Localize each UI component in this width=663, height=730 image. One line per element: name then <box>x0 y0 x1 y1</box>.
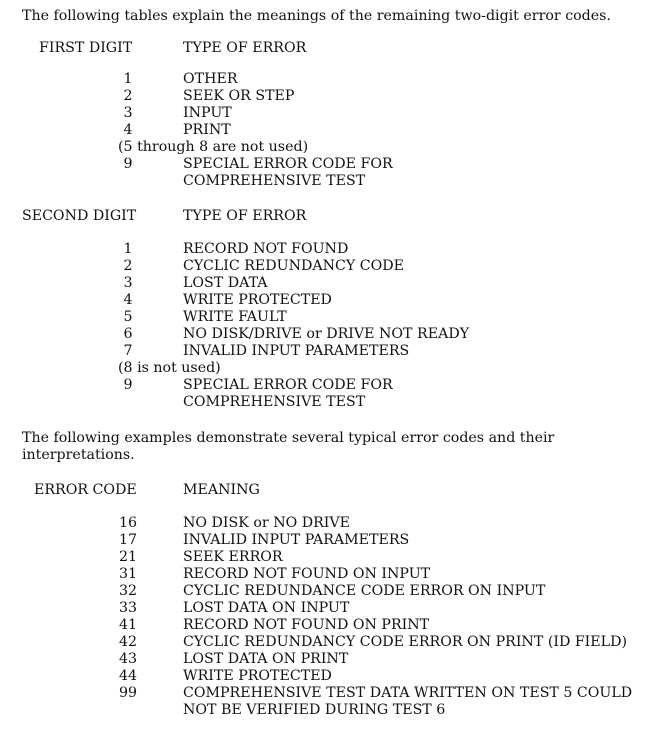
table-note-row <box>0 139 663 156</box>
type-cell: PRINT <box>183 122 231 138</box>
meaning-cell: NOT BE VERIFIED DURING TEST 6 <box>183 702 446 718</box>
unused-note: (5 through 8 are not used) <box>118 139 309 155</box>
code-cell: 16 <box>118 515 138 531</box>
meaning-header: MEANING <box>183 482 260 498</box>
type-cell: RECORD NOT FOUND <box>183 241 349 257</box>
code-cell: 17 <box>118 532 138 548</box>
unused-note: (8 is not used) <box>118 360 221 376</box>
table-row <box>0 326 663 343</box>
table-row-continuation <box>0 173 663 190</box>
table-row <box>0 377 663 394</box>
type-cell: WRITE PROTECTED <box>183 292 332 308</box>
type-cell: INPUT <box>183 105 232 121</box>
meaning-cell: RECORD NOT FOUND ON PRINT <box>183 617 430 633</box>
type-cell: INVALID INPUT PARAMETERS <box>183 343 410 359</box>
type-cell: OTHER <box>183 71 238 87</box>
code-cell: 2 <box>123 258 133 274</box>
table-row-continuation <box>0 394 663 411</box>
type-cell: SPECIAL ERROR CODE FOR <box>183 377 393 393</box>
meaning-cell: CYCLIC REDUNDANCY CODE ERROR ON PRINT (ID FIELD) <box>183 634 627 650</box>
table-row <box>0 71 663 88</box>
code-cell: 6 <box>123 326 133 342</box>
type-cell: NO DISK/DRIVE or DRIVE NOT READY <box>183 326 470 342</box>
code-cell: 5 <box>123 309 133 325</box>
table-row <box>0 668 663 685</box>
type-cell: COMPREHENSIVE TEST <box>183 394 366 410</box>
meaning-cell: RECORD NOT FOUND ON INPUT <box>183 566 431 582</box>
table-row <box>0 651 663 668</box>
type-cell: COMPREHENSIVE TEST <box>183 173 366 189</box>
examples-paragraph-line-2: interpretations. <box>22 447 135 463</box>
code-cell: 7 <box>123 343 133 359</box>
meaning-cell: COMPREHENSIVE TEST DATA WRITTEN ON TEST 5 COULD <box>183 685 633 701</box>
type-cell: WRITE FAULT <box>183 309 287 325</box>
code-cell: 1 <box>123 71 133 87</box>
type-cell: CYCLIC REDUNDANCY CODE <box>183 258 404 274</box>
table-row <box>0 515 663 532</box>
code-cell: 1 <box>123 241 133 257</box>
meaning-cell: WRITE PROTECTED <box>183 668 332 684</box>
meaning-cell: NO DISK or NO DRIVE <box>183 515 351 531</box>
table-row <box>0 634 663 651</box>
table-row <box>0 122 663 139</box>
meaning-cell: SEEK ERROR <box>183 549 283 565</box>
meaning-cell: INVALID INPUT PARAMETERS <box>183 532 410 548</box>
intro-paragraph: The following tables explain the meanings of the remaining two-digit error codes. <box>22 8 611 24</box>
code-cell: 41 <box>118 617 138 633</box>
table-row <box>0 583 663 600</box>
table-row <box>0 566 663 583</box>
code-cell: 44 <box>118 668 138 684</box>
table-row <box>0 685 663 702</box>
first-type-header: TYPE OF ERROR <box>183 40 307 56</box>
table-row <box>0 258 663 275</box>
code-cell: 3 <box>123 105 133 121</box>
table-row <box>0 292 663 309</box>
table-row-continuation <box>0 702 663 719</box>
code-cell: 99 <box>118 685 138 701</box>
code-cell: 32 <box>118 583 138 599</box>
table-row <box>0 241 663 258</box>
table-row <box>0 549 663 566</box>
table-row <box>0 156 663 173</box>
table-row <box>0 275 663 292</box>
table-row <box>0 600 663 617</box>
type-cell: SPECIAL ERROR CODE FOR <box>183 156 393 172</box>
error-code-header: ERROR CODE <box>34 482 137 498</box>
code-cell: 9 <box>123 377 133 393</box>
second-digit-header: SECOND DIGIT <box>22 208 137 224</box>
code-cell: 33 <box>118 600 138 616</box>
meaning-cell: CYCLIC REDUNDANCE CODE ERROR ON INPUT <box>183 583 546 599</box>
table-row <box>0 532 663 549</box>
table-note-row <box>0 360 663 377</box>
type-cell: LOST DATA <box>183 275 268 291</box>
second-type-header: TYPE OF ERROR <box>183 208 307 224</box>
code-cell: 4 <box>123 292 133 308</box>
table-row <box>0 88 663 105</box>
meaning-cell: LOST DATA ON INPUT <box>183 600 350 616</box>
table-row <box>0 105 663 122</box>
code-cell: 2 <box>123 88 133 104</box>
table-row <box>0 343 663 360</box>
code-cell: 43 <box>118 651 138 667</box>
table-row <box>0 617 663 634</box>
code-cell: 3 <box>123 275 133 291</box>
first-digit-header: FIRST DIGIT <box>39 40 133 56</box>
code-cell: 4 <box>123 122 133 138</box>
code-cell: 31 <box>118 566 138 582</box>
code-cell: 42 <box>118 634 138 650</box>
code-cell: 21 <box>118 549 138 565</box>
meaning-cell: LOST DATA ON PRINT <box>183 651 349 667</box>
table-row <box>0 309 663 326</box>
type-cell: SEEK OR STEP <box>183 88 295 104</box>
code-cell: 9 <box>123 156 133 172</box>
examples-paragraph-line-1: The following examples demonstrate several typical error codes and their <box>22 430 555 446</box>
